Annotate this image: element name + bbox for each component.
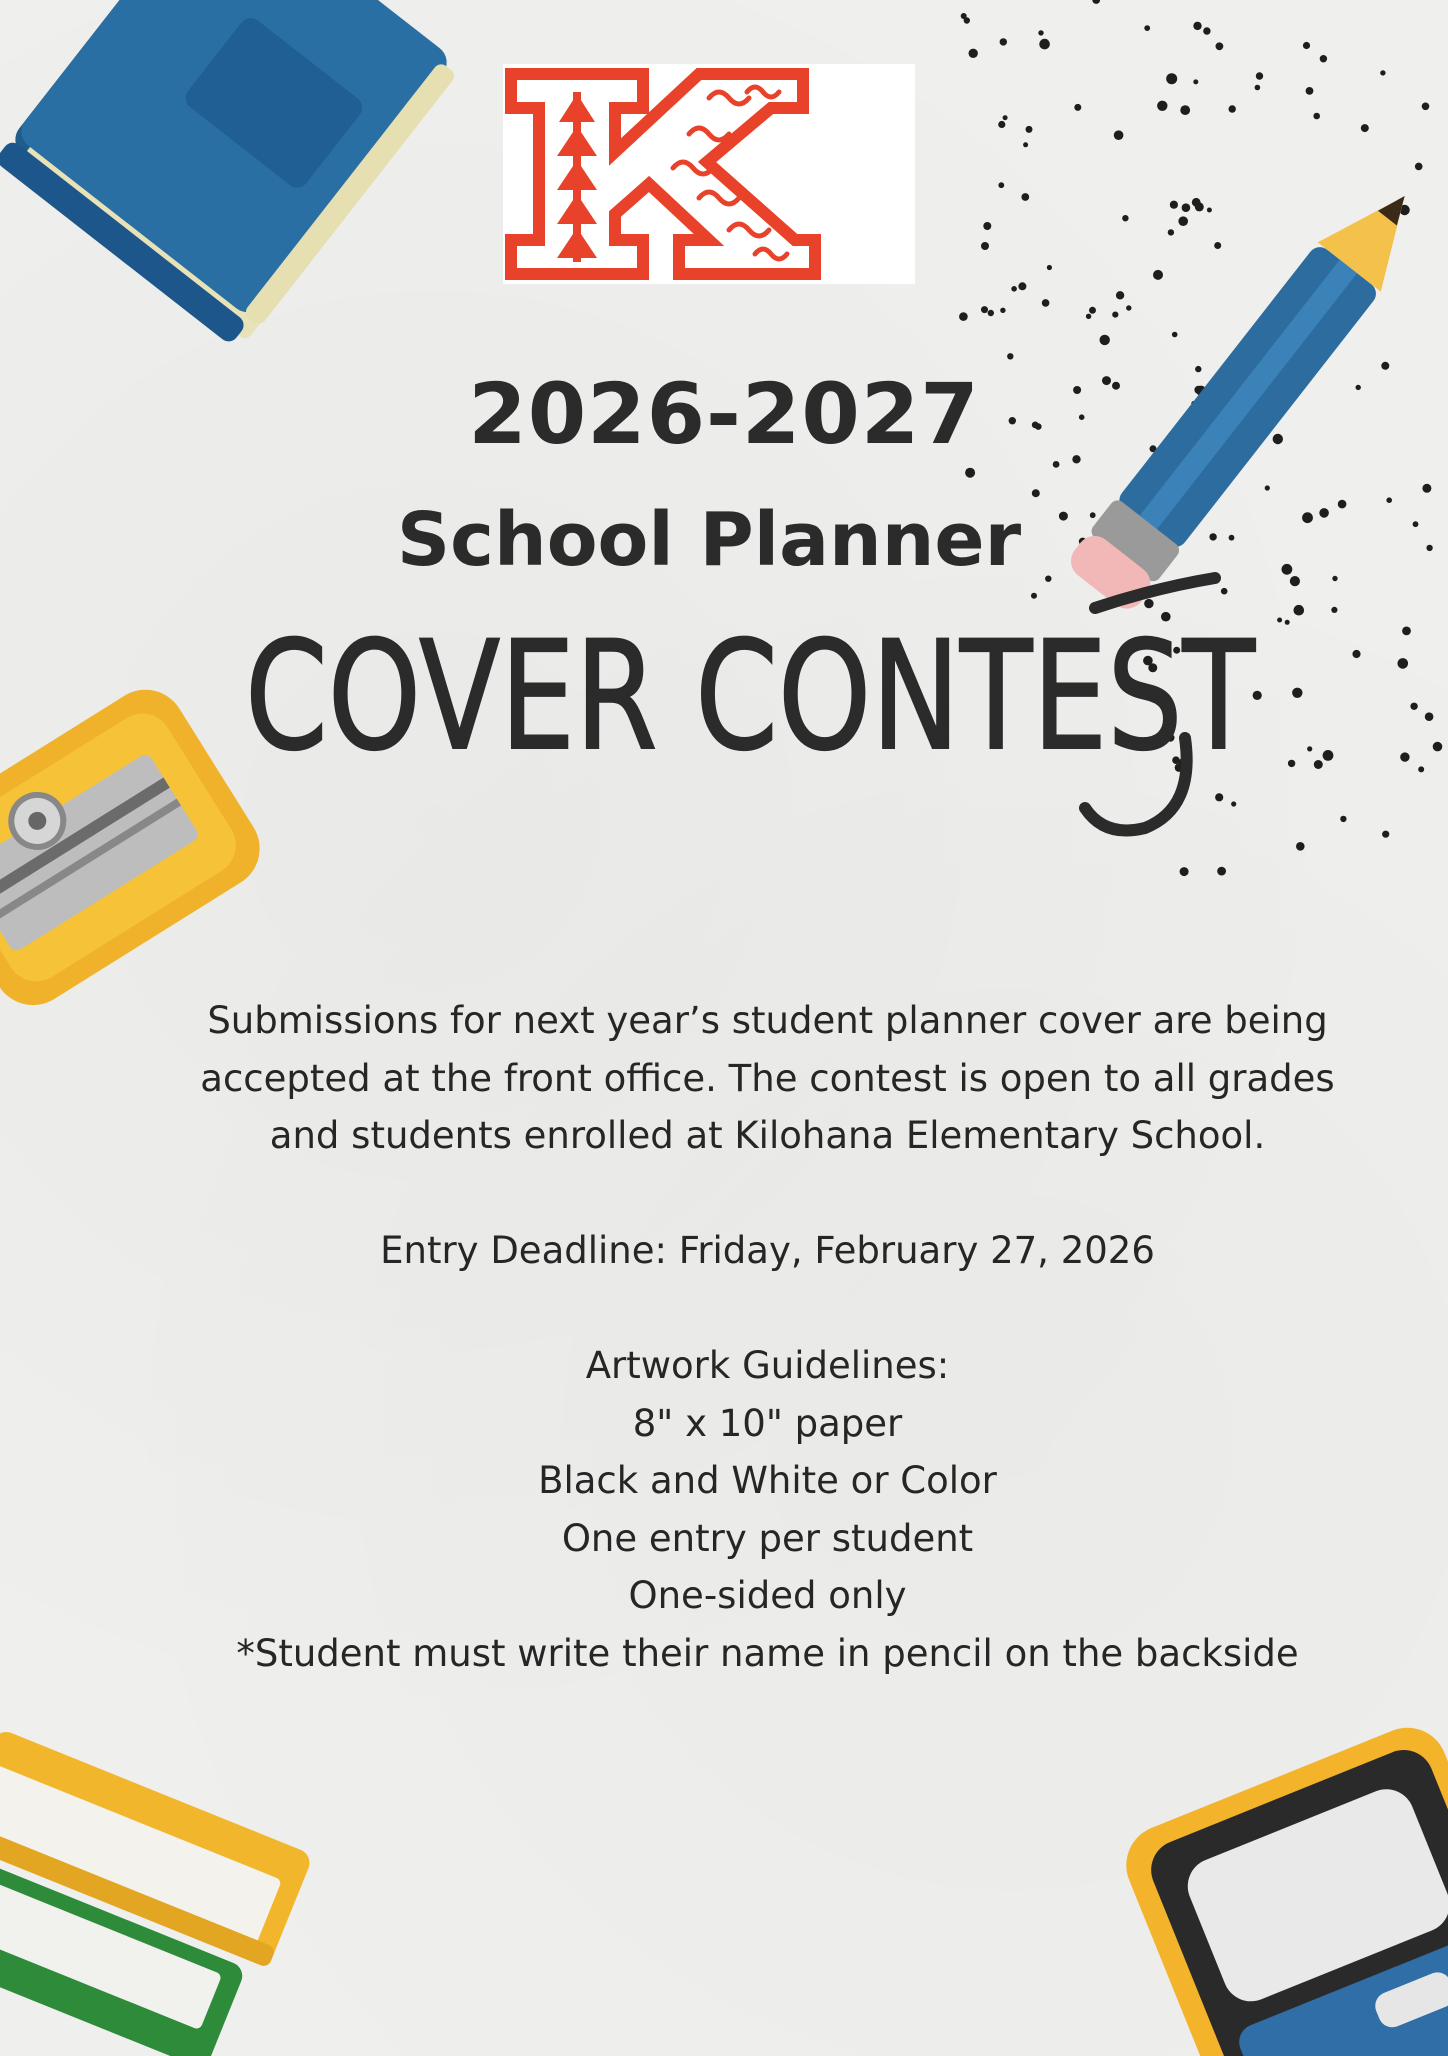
dot bbox=[1323, 750, 1334, 761]
dot bbox=[1306, 87, 1314, 95]
dot bbox=[1256, 72, 1263, 79]
dot bbox=[1038, 30, 1043, 35]
dot bbox=[1193, 79, 1198, 84]
entry-deadline: Entry Deadline: Friday, February 27, 2026 bbox=[380, 1229, 1155, 1272]
dot bbox=[981, 306, 988, 313]
dot bbox=[1352, 650, 1360, 658]
year-heading: 2026-2027 bbox=[468, 365, 980, 463]
dot bbox=[1000, 308, 1005, 313]
dot bbox=[1410, 703, 1417, 710]
dot bbox=[1126, 305, 1131, 310]
dot bbox=[988, 310, 994, 316]
dot bbox=[1047, 265, 1052, 270]
intro-line: Submissions for next year’s student planner cover are being bbox=[207, 999, 1328, 1042]
guideline-item: *Student must write their name in pencil on the backside bbox=[236, 1631, 1299, 1675]
dot bbox=[1433, 742, 1443, 752]
dot bbox=[1018, 282, 1026, 290]
dot bbox=[981, 242, 989, 250]
dot bbox=[1180, 867, 1189, 876]
calculator-icon bbox=[1130, 1730, 1448, 2056]
dot bbox=[1400, 752, 1409, 761]
subtitle-heading: School Planner bbox=[396, 497, 1022, 583]
intro-line: and students enrolled at Kilohana Elementary School. bbox=[269, 1114, 1266, 1157]
dot bbox=[1074, 104, 1081, 111]
guideline-item: Black and White or Color bbox=[538, 1459, 997, 1502]
body-text bbox=[140, 992, 1395, 1682]
dot bbox=[1007, 353, 1013, 359]
guideline-item: 8" x 10" paper bbox=[632, 1401, 903, 1445]
dot bbox=[1340, 816, 1346, 822]
dot bbox=[1100, 335, 1110, 345]
dot bbox=[1217, 867, 1226, 876]
dot bbox=[1023, 142, 1028, 147]
dot bbox=[1331, 607, 1337, 613]
pencil-icon bbox=[1140, 100, 1448, 560]
school-logo bbox=[503, 64, 915, 284]
dot bbox=[1402, 627, 1411, 636]
dot bbox=[1418, 766, 1424, 772]
book-icon bbox=[0, 0, 410, 410]
dot bbox=[998, 182, 1004, 188]
k-logo-icon bbox=[503, 64, 915, 284]
dot bbox=[1203, 27, 1210, 34]
dot bbox=[1398, 658, 1409, 669]
dot bbox=[1003, 115, 1008, 120]
books-stack-icon bbox=[0, 1740, 320, 2056]
dot bbox=[1425, 712, 1434, 721]
dot bbox=[983, 222, 991, 230]
headline-text: COVER CONTEST bbox=[245, 610, 1257, 784]
dot bbox=[1086, 314, 1091, 319]
guideline-item: One-sided only bbox=[628, 1574, 907, 1617]
dot bbox=[1026, 126, 1033, 133]
dot bbox=[1089, 307, 1096, 314]
guideline-item: One entry per student bbox=[561, 1516, 974, 1560]
dot bbox=[1039, 39, 1050, 50]
dot bbox=[1122, 215, 1128, 221]
dot bbox=[1032, 489, 1040, 497]
dot bbox=[1114, 130, 1124, 140]
dot bbox=[1021, 193, 1029, 201]
dot bbox=[1303, 42, 1310, 49]
dot bbox=[1296, 842, 1305, 851]
dot bbox=[1112, 312, 1118, 318]
dot bbox=[1380, 70, 1385, 75]
dot bbox=[964, 17, 970, 23]
dot bbox=[1144, 25, 1150, 31]
dot bbox=[1382, 831, 1389, 838]
dot bbox=[998, 121, 1005, 128]
dot bbox=[959, 312, 968, 321]
dot bbox=[1092, 0, 1100, 4]
dot bbox=[1000, 38, 1007, 45]
headline-cover-contest bbox=[225, 588, 1305, 828]
dot bbox=[965, 468, 975, 478]
dot bbox=[1011, 286, 1017, 292]
dot bbox=[1193, 22, 1201, 30]
intro-line: accepted at the front office. The contest is open to all grades bbox=[200, 1056, 1335, 1100]
dot bbox=[1166, 73, 1177, 84]
dot bbox=[1216, 42, 1224, 50]
dot bbox=[1116, 291, 1124, 299]
dot bbox=[969, 49, 978, 58]
dot bbox=[1042, 299, 1050, 307]
dot bbox=[1307, 746, 1312, 751]
dot bbox=[1314, 760, 1323, 769]
dot bbox=[1255, 85, 1261, 91]
guidelines-title: Artwork Guidelines: bbox=[585, 1344, 950, 1387]
dot bbox=[1320, 55, 1327, 62]
